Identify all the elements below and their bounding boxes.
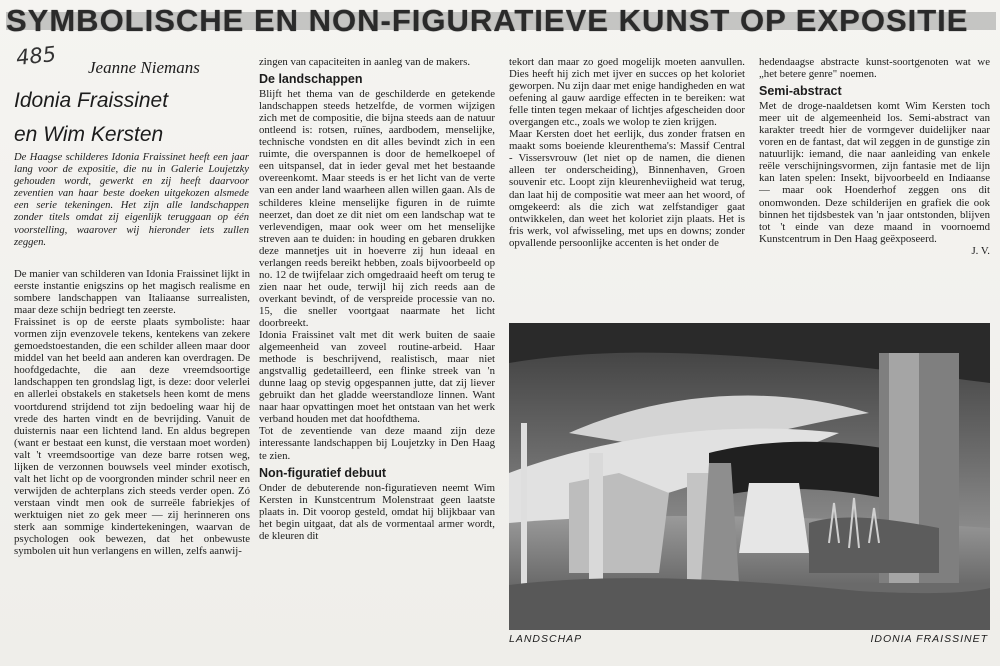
article-title bbox=[14, 84, 249, 152]
paragraph: De manier van schilderen van Idonia Fraissinet lijkt in eerste instantie enigszins op het magisch realisme en sombere landschappen van Italiaanse surrealisten, maar deze schijn bedriegt ten zeerste. bbox=[14, 268, 250, 317]
paragraph: Idonia Fraissinet valt met dit werk buiten de saaie algemeenheid van zoveel routine-arbeid. Haar methode is beschrijvend, realistisch, maar niet angstvallig gedetailleerd, een flinke streek van 'n dunne laag op stevig opgespannen jutte, dat zij liever gebruikt dan het gladde weerstandloze linnen. Want naar haar opvattingen moet het ontstaan van het werk verband houden met dat hoofdthema. bbox=[259, 329, 495, 426]
paragraph: hedendaagse abstracte kunst-soortgenoten wat we „het betere genre" noemen. bbox=[759, 56, 990, 81]
section-heading-semi-abstract: Semi-abstract bbox=[759, 84, 842, 99]
column-2 bbox=[259, 56, 495, 542]
paragraph: Tot de zeventiende van deze maand zijn deze interessante landschappen bij Loujetzky in Den Haag te zien. bbox=[259, 425, 495, 462]
paragraph: Onder de debuterende non-figuratieven neemt Wim Kersten in Kunstcentrum Molenstraat geen laatste plaats in. Dit voorop gesteld, omdat hij blijkbaar van het begin uitgaat, dat als de vormentaal armer wordt, de kleuren dit bbox=[259, 481, 495, 542]
photo-caption-right: IDONIA FRAISSINET bbox=[870, 633, 988, 645]
landscape-painting-icon bbox=[509, 323, 990, 630]
paragraph: Met de droge-naaldetsen komt Wim Kersten toch meer uit de algemeenheid los. Semi-abstract van karakter treedt hier de vormgever duidelijker naar voren en de fantast, dat wil zeggen in de gunstige zin natuurlijk: iemand, die naar aanleiding van enkele reële verschijningsvormen, zijn fantasie met de lijn kan laten spelen: Insekt, bijvoorbeeld en Indiaanse — maar ook Hoenderhof zeggen ons dit onomwonden. Deze schilderijen en grafiek die ook binnen het tijdsbestek van 'n jaar ontstonden, blijven tot 't einde van deze maand in voornoemd Kunstcentrum in Den Haag geëxposeerd. bbox=[759, 100, 990, 245]
paragraph: Fraissinet is op de eerste plaats symboliste: haar vormen zijn evenzovele tekens, kentekens van zekere gemoedstoestanden, die een schilder alleen maar door middel van het beeld aan anderen kan overdragen. De hoofdgedachte, die aan deze vreemdsoortige landschappen ten grondslag ligt, is deze: door velerlei en allerlei obstakels en staketsels heen komt de mens voortdurend strijdend tot zijn bedoeling waar hij de vrede des harten vindt en de bevrijding. Vanuit de duisternis naar een lichtend land. En aldus begrepen (want er bestaat een kunst, die verstaan moet worden) valt 't vreemdsoortige van deze barre rotsen weg, lijken de verzonnen bouwsels veel minder exotisch, valt het licht op de voorgronden minder schril neer en verwijden de achterplans zich steeds verder open. Zó verstaan vindt men ook de surreële fabriekjes of werktuigen niet zo gek meer — zij herinneren ons sterk aan sommige kindertekeningen, waarvan de psychologen ook bewezen, dat het onbewuste symbolen uit hun verlangens en willen, zelfs aanwij- bbox=[14, 316, 250, 558]
column-3 bbox=[509, 56, 745, 249]
article-title-line-1: Idonia Fraissinet bbox=[14, 89, 169, 112]
paragraph: Maar Kersten doet het eerlijk, dus zonder fratsen en maakt soms boeiende kleurenthema's: Massif Central - Vissersvrouw (let niet op de namen, die dienen alleen ter onderscheiding), Binnenhaven, Groen souvenir etc. Loopt zijn kleurenheviigheid wat terug, dan laat hij de compositie wat meer aan het woord, of omgekeerd: als die zich wat zelfstandiger gaat ontwikkelen, dan weet het koloriet zijn plaats. Het is fris werk, vol afwisseling, met ups en downs; zonder opvallende persoonlijke accenten is het onder de bbox=[509, 128, 745, 249]
intro-paragraph: De Haagse schilderes Idonia Fraissinet heeft een jaar lang voor de expositie, die nu in Galerie Loujetzky gehouden wordt, gewerkt en zij heeft daarvoor zeventien van haar beste doeken uitgekozen alsmede een serie tekeningen. Het zijn alle landschappen zonder titels omdat zij eigenlijk teruggaan op één voorstelling, waarover wij hieronder iets zullen zeggen. bbox=[14, 152, 249, 248]
section-heading-non-figuratief: Non-figuratief debuut bbox=[259, 465, 387, 480]
headline: SYMBOLISCHE EN NON-FIGURATIEVE KUNST OP EXPOSITIE bbox=[6, 0, 996, 56]
paragraph: zingen van capaciteiten in aanleg van de makers. bbox=[259, 56, 471, 68]
column-4 bbox=[759, 56, 990, 257]
article-title-line-2: en Wim Kersten bbox=[14, 123, 164, 146]
section-heading-landschappen: De landschappen bbox=[259, 72, 363, 87]
paragraph: tekort dan maar zo goed mogelijk moeten aanvullen. Dies heeft hij zich met ijver en succes op het koloriet geworpen. Nu zijn daar met enige handigheden en wat oefening al gauw aardige effecten in te bereiken: wat felle tinten tegen mekaar of lichtjes afgescheiden door overgangen etc., zoals we wolop te zien krijgen. bbox=[509, 56, 745, 129]
byline: Jeanne Niemans bbox=[88, 58, 200, 77]
signature: J. V. bbox=[971, 244, 990, 257]
landscape-painting-photo bbox=[509, 323, 990, 630]
handwritten-note: 485 bbox=[14, 41, 58, 71]
photo-caption-left: LANDSCHAP bbox=[509, 633, 583, 645]
paragraph: Blijft het thema van de geschilderde en getekende landschappen steeds hetzelfde, de vormen wijzigen zich met de compositie, die bijna steeds aan de natuur ontleend is: rotsen, ruïnes, aardbodem, menselijke, technische vondsten en dit alles bevindt zich in een ruimte, die overspannen is door de hemelkoepel of een uitspansel, dat in ieder geval met het bestaande overeenkomt. Maar steeds is er het licht van de verte van een ander land waarheen allen willen gaan. Als de schilderes kleine menselijke figuren in de ruimte neerzet, dan doet ze dit niet om een landschap wat te verlevendigen, maar ook weer om het menselijke streven aan te duiden: in houding en gebaren drukken deze mannetjes uit in hoeverre zij hun ideaal en verlangen reeds bereikt hebben, zoals bijvoorbeeld op no. 12 de twijfelaar zich omgedraaid heeft om terug te zien naar het oude, terwijl hij zich reeds aan de overkant bevindt, of de verspreide processie van no. 15, die sneller voortgaat naarmate het licht doorbreekt. bbox=[259, 88, 495, 329]
column-1 bbox=[14, 268, 250, 557]
